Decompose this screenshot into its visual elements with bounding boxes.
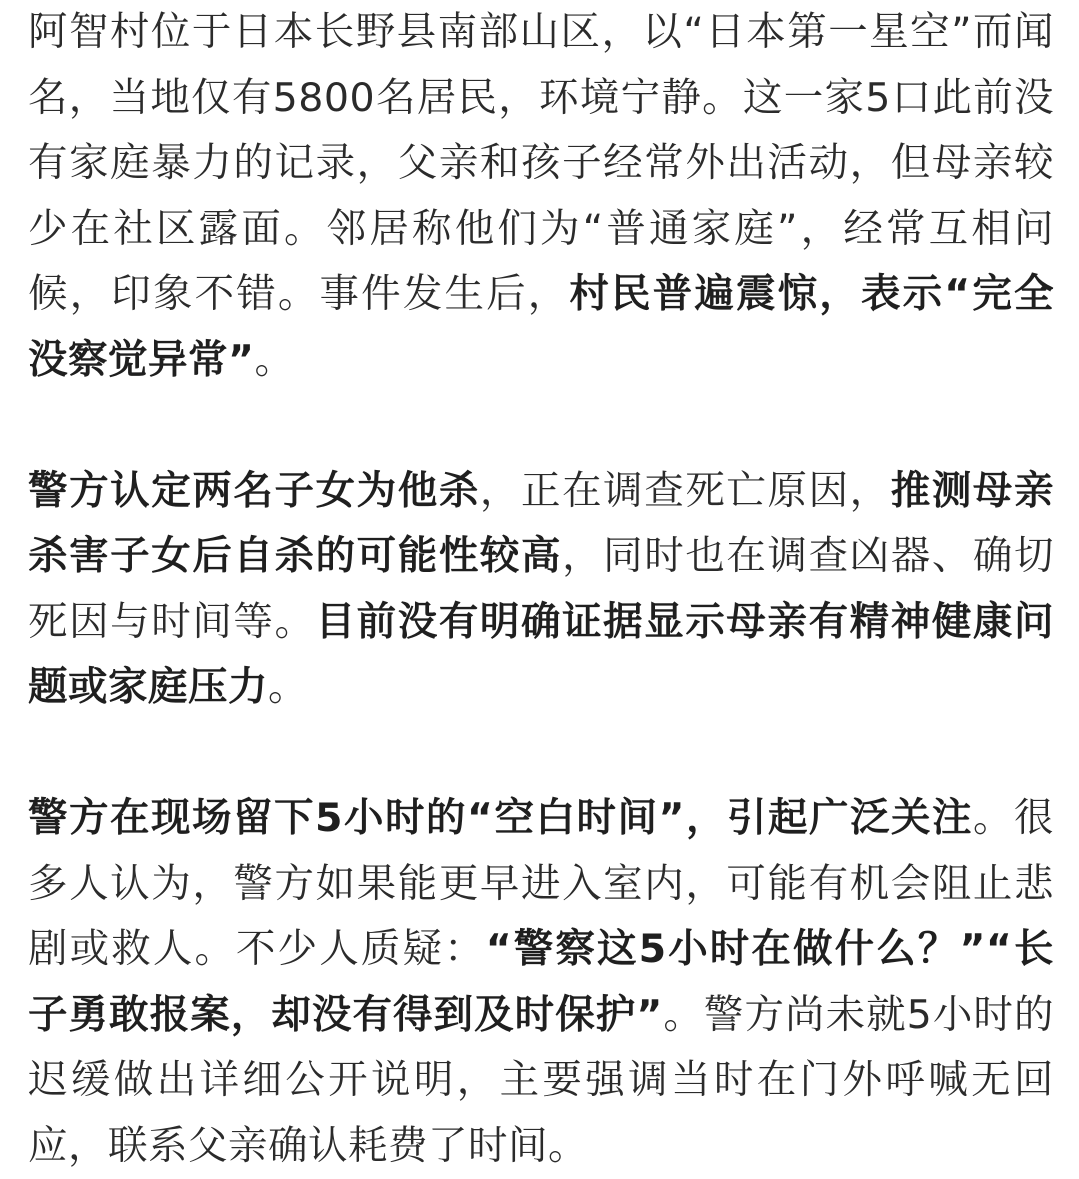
text-segment: 。很多人认为，警方如果能更早进入室内，可能有机会阻止悲剧或救人。不少人质疑： bbox=[28, 795, 1055, 972]
article-body bbox=[28, 0, 1054, 1179]
paragraph-police-findings bbox=[28, 459, 1054, 721]
bold-text-segment: 警方认定两名子女为他杀 bbox=[28, 467, 480, 514]
text-segment: 。 bbox=[268, 664, 308, 710]
bold-text-segment: 警方在现场留下5小时的“空白时间”，引起广泛关注 bbox=[28, 795, 973, 841]
text-segment: ，正在调查死亡原因， bbox=[479, 467, 891, 514]
bold-text-segment: 村民普遍震惊，表示“完全没察觉异常” bbox=[28, 271, 1055, 383]
paragraph-five-hour-gap bbox=[28, 786, 1054, 1179]
text-segment: 阿智村位于日本长野县南部山区，以“日本第一星空”而闻名，当地仅有5800名居民，环境宁静。这一家5口此前没有家庭暴力的记录，父亲和孩子经常外出活动，但母亲较少在社区露面。邻居称他们为“普通家庭”，经常互相问候，印象不错。事件发生后， bbox=[28, 9, 1054, 317]
bold-text-segment: 推测母亲杀害子女后自杀的可能性较高 bbox=[28, 467, 1055, 579]
paragraph-village-background bbox=[28, 0, 1054, 393]
bold-text-segment: 目前没有明确证据显示母亲有精神健康问题或家庭压力 bbox=[28, 598, 1055, 710]
text-segment: ，同时也在调查凶器、确切死因与时间等。 bbox=[28, 533, 1055, 645]
text-segment: 。警方尚未就5小时的迟缓做出详细公开说明，主要强调当时在门外呼喊无回应，联系父亲确认耗费了时间。 bbox=[28, 991, 1054, 1169]
text-segment: 。 bbox=[254, 336, 295, 383]
bold-text-segment: “警察这5小时在做什么？”“长子勇敢报案，却没有得到及时保护” bbox=[28, 926, 1054, 1038]
